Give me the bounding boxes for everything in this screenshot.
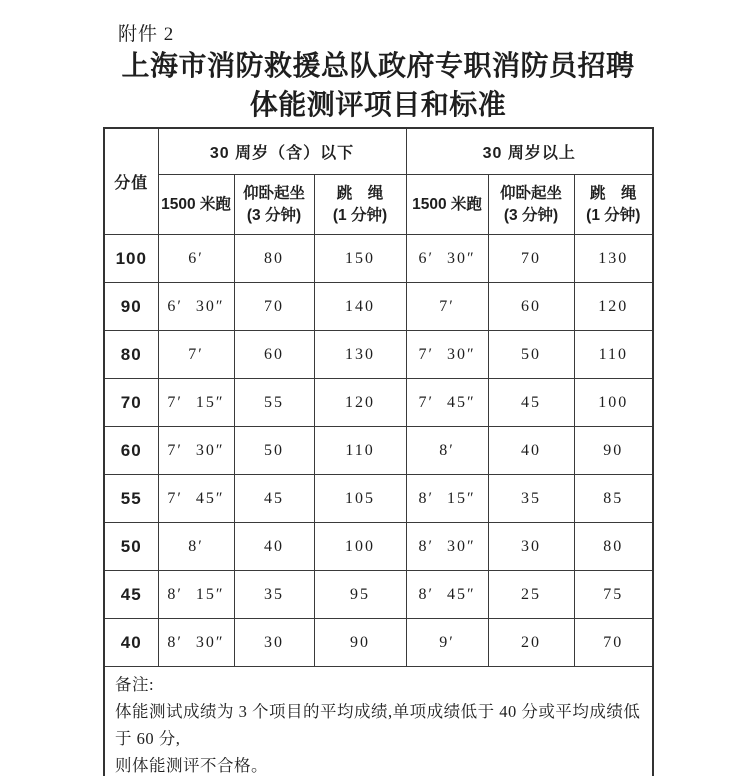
value-cell: 25: [488, 571, 574, 619]
value-cell: 50: [488, 331, 574, 379]
situps-under-30-header: 仰卧起坐 (3 分钟): [234, 175, 314, 235]
value-cell: 70: [234, 283, 314, 331]
score-cell: 45: [104, 571, 158, 619]
value-cell: 40: [488, 427, 574, 475]
page-title-line2: 体能测评项目和标准: [249, 90, 507, 121]
value-cell: 7′ 45″: [158, 475, 234, 523]
table-row: [104, 283, 653, 331]
value-cell: 40: [234, 523, 314, 571]
value-cell: 8′ 30″: [406, 523, 488, 571]
table-row: [104, 427, 653, 475]
value-cell: 7′ 45″: [406, 379, 488, 427]
value-cell: 70: [574, 619, 653, 667]
jump-rope-under-30-header: 跳 绳 (1 分钟): [314, 175, 406, 235]
value-cell: 130: [314, 331, 406, 379]
value-cell: 60: [488, 283, 574, 331]
run-1500m-over-30-header: 1500 米跑: [406, 175, 488, 235]
note-label: 备注:: [115, 675, 155, 694]
value-cell: 90: [314, 619, 406, 667]
value-cell: 45: [488, 379, 574, 427]
value-cell: 85: [574, 475, 653, 523]
score-cell: 40: [104, 619, 158, 667]
score-cell: 100: [104, 235, 158, 283]
value-cell: 120: [314, 379, 406, 427]
value-cell: 7′: [406, 283, 488, 331]
value-cell: 120: [574, 283, 653, 331]
value-cell: 6′ 30″: [158, 283, 234, 331]
value-cell: 150: [314, 235, 406, 283]
score-cell: 90: [104, 283, 158, 331]
situps-over-30-header: 仰卧起坐 (3 分钟): [488, 175, 574, 235]
value-cell: 45: [234, 475, 314, 523]
score-cell: 70: [104, 379, 158, 427]
age-group-over-30-header: 30 周岁以上: [406, 128, 653, 175]
value-cell: 9′: [406, 619, 488, 667]
note-row: [104, 667, 653, 776]
table-row: [104, 523, 653, 571]
page-title-line1: 上海市消防救援总队政府专职消防员招聘: [121, 51, 635, 82]
value-cell: 7′ 15″: [158, 379, 234, 427]
value-cell: 70: [488, 235, 574, 283]
value-cell: 130: [574, 235, 653, 283]
value-cell: 20: [488, 619, 574, 667]
value-cell: 7′ 30″: [406, 331, 488, 379]
value-cell: 8′ 30″: [158, 619, 234, 667]
table-row: [104, 619, 653, 667]
value-cell: 95: [314, 571, 406, 619]
value-cell: 110: [314, 427, 406, 475]
score-column-header: 分值: [104, 128, 158, 235]
fitness-standards-table: [103, 127, 654, 776]
value-cell: 7′: [158, 331, 234, 379]
value-cell: 8′ 15″: [406, 475, 488, 523]
value-cell: 30: [234, 619, 314, 667]
value-cell: 100: [314, 523, 406, 571]
score-cell: 60: [104, 427, 158, 475]
value-cell: 6′: [158, 235, 234, 283]
page-title: [0, 47, 756, 125]
value-cell: 35: [488, 475, 574, 523]
note-cell: [104, 667, 653, 776]
table-row: [104, 235, 653, 283]
value-cell: 7′ 30″: [158, 427, 234, 475]
score-cell: 80: [104, 331, 158, 379]
note-line2: 则体能测评不合格。: [115, 756, 268, 775]
value-cell: 30: [488, 523, 574, 571]
value-cell: 80: [234, 235, 314, 283]
value-cell: 100: [574, 379, 653, 427]
run-1500m-under-30-header: 1500 米跑: [158, 175, 234, 235]
attachment-label: 附件 2: [118, 24, 175, 45]
value-cell: 8′: [406, 427, 488, 475]
value-cell: 90: [574, 427, 653, 475]
jump-rope-over-30-header: 跳 绳 (1 分钟): [574, 175, 653, 235]
value-cell: 35: [234, 571, 314, 619]
table-row: [104, 475, 653, 523]
value-cell: 8′ 45″: [406, 571, 488, 619]
value-cell: 60: [234, 331, 314, 379]
value-cell: 50: [234, 427, 314, 475]
score-cell: 50: [104, 523, 158, 571]
score-cell: 55: [104, 475, 158, 523]
note-line1: 体能测试成绩为 3 个项目的平均成绩,单项成绩低于 40 分或平均成绩低于 60 分,: [115, 702, 641, 748]
table-row: [104, 379, 653, 427]
value-cell: 80: [574, 523, 653, 571]
value-cell: 6′ 30″: [406, 235, 488, 283]
value-cell: 75: [574, 571, 653, 619]
value-cell: 8′: [158, 523, 234, 571]
value-cell: 140: [314, 283, 406, 331]
table-row: [104, 331, 653, 379]
score-rows: [104, 235, 653, 667]
value-cell: 55: [234, 379, 314, 427]
age-group-under-30-header: 30 周岁（含）以下: [158, 128, 406, 175]
value-cell: 105: [314, 475, 406, 523]
table-row: [104, 571, 653, 619]
value-cell: 110: [574, 331, 653, 379]
group-header-row: [104, 128, 653, 175]
value-cell: 8′ 15″: [158, 571, 234, 619]
sub-header-row: [104, 175, 653, 235]
